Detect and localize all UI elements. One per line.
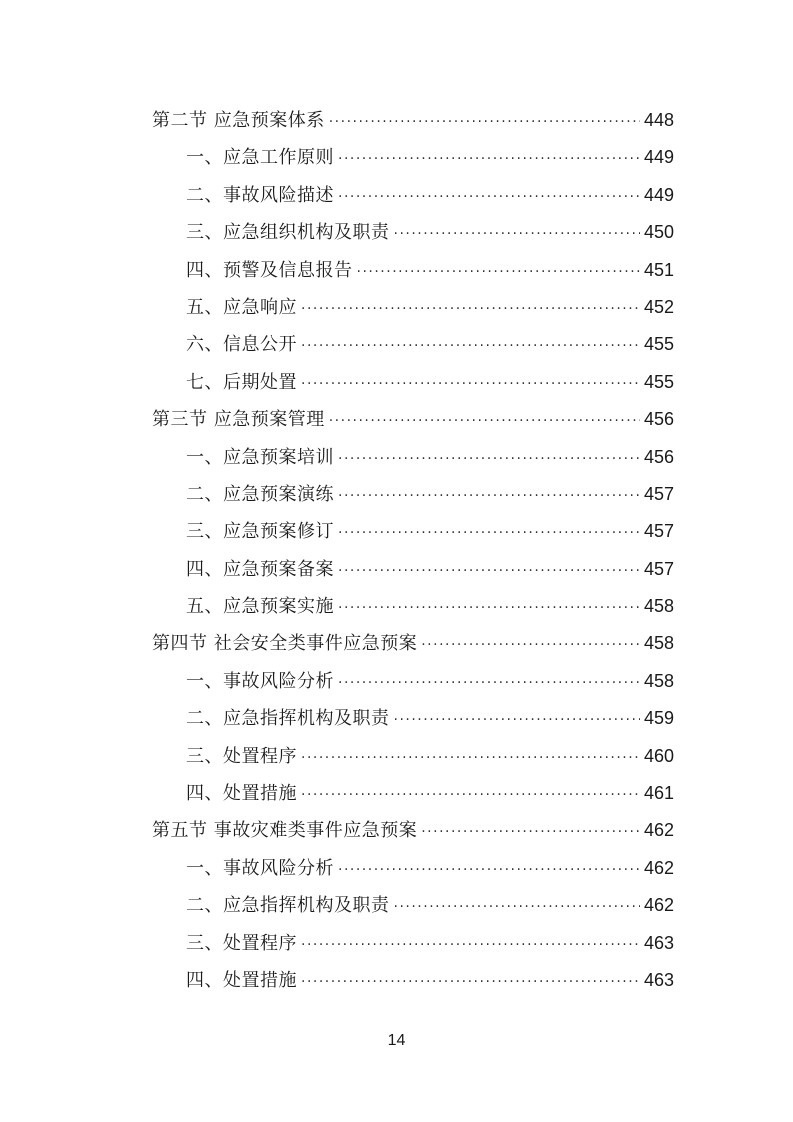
toc-entry-section[interactable] (152, 625, 674, 662)
toc-dot-leader (421, 627, 640, 664)
toc-entry-label: 第三节 应急预案管理 (152, 409, 325, 431)
toc-entry-page: 450 (643, 222, 674, 243)
toc-dot-leader (394, 702, 640, 739)
toc-entry-subsection[interactable] (152, 513, 674, 550)
toc-entry-label: 三、应急组织机构及职责 (186, 222, 390, 244)
toc-dot-leader (338, 441, 640, 478)
toc-dot-leader (394, 889, 640, 926)
toc-entry-subsection[interactable] (152, 700, 674, 737)
toc-entry-label: 二、事故风险描述 (186, 184, 334, 206)
toc-dot-leader (338, 478, 640, 515)
toc-entry-label: 六、信息公开 (186, 334, 297, 356)
toc-dot-leader (394, 216, 640, 253)
toc-entry-page: 458 (643, 633, 674, 654)
toc-dot-leader (338, 553, 640, 590)
toc-entry-page: 459 (643, 708, 674, 729)
toc-entry-subsection[interactable] (152, 738, 674, 775)
toc-entry-page: 463 (643, 969, 674, 990)
toc-entry-label: 第四节 社会安全类事件应急预案 (152, 633, 418, 655)
toc-entry-subsection[interactable] (152, 962, 674, 999)
toc-entry-label: 四、处置措施 (186, 783, 297, 805)
toc-entry-page: 449 (643, 184, 674, 205)
toc-entry-label: 一、事故风险分析 (186, 670, 334, 692)
toc-entry-section[interactable] (152, 401, 674, 438)
toc-dot-leader (329, 104, 640, 141)
toc-entry-subsection[interactable] (152, 775, 674, 812)
toc-entry-subsection[interactable] (152, 139, 674, 176)
toc-entry-page: 458 (643, 596, 674, 617)
toc-dot-leader (301, 366, 640, 403)
toc-entry-label: 三、处置程序 (186, 745, 297, 767)
toc-entry-page: 456 (643, 446, 674, 467)
toc-entry-label: 第二节 应急预案体系 (152, 110, 325, 131)
toc-dot-leader (357, 254, 640, 291)
toc-entry-label: 三、处置程序 (186, 932, 297, 954)
toc-entry-page: 462 (643, 895, 674, 916)
toc-entry-label: 七、后期处置 (186, 371, 297, 393)
toc-dot-leader (338, 179, 640, 216)
toc-entry-label: 一、事故风险分析 (186, 857, 334, 879)
toc-entry-label: 四、处置措施 (186, 969, 297, 991)
toc-entry-page: 462 (643, 857, 674, 878)
toc-entry-page: 460 (643, 745, 674, 766)
toc-entry-page: 457 (643, 521, 674, 542)
toc-entry-page: 462 (643, 820, 674, 841)
table-of-contents (152, 102, 674, 999)
toc-entry-subsection[interactable] (152, 551, 674, 588)
toc-entry-label: 一、应急预案培训 (186, 446, 334, 468)
toc-dot-leader (301, 927, 640, 964)
toc-entry-page: 452 (643, 296, 674, 317)
toc-entry-label: 三、应急预案修订 (186, 521, 334, 543)
toc-entry-label: 四、应急预案备案 (186, 558, 334, 580)
toc-entry-subsection[interactable] (152, 214, 674, 251)
toc-dot-leader (301, 964, 640, 1001)
toc-entry-subsection[interactable] (152, 326, 674, 363)
toc-dot-leader (301, 328, 640, 365)
toc-dot-leader (421, 814, 640, 851)
toc-entry-page: 455 (643, 334, 674, 355)
toc-dot-leader (338, 515, 640, 552)
toc-entry-page: 461 (643, 783, 674, 804)
toc-entry-page: 451 (643, 259, 674, 280)
toc-dot-leader (338, 852, 640, 889)
toc-entry-section[interactable] (152, 812, 674, 849)
toc-entry-page: 449 (643, 147, 674, 168)
toc-dot-leader (301, 291, 640, 328)
toc-entry-subsection[interactable] (152, 476, 674, 513)
toc-entry-subsection[interactable] (152, 588, 674, 625)
toc-entry-page: 455 (643, 371, 674, 392)
toc-entry-subsection[interactable] (152, 364, 674, 401)
toc-entry-page: 457 (643, 483, 674, 504)
toc-entry-label: 二、应急指挥机构及职责 (186, 895, 390, 917)
toc-entry-page: 456 (643, 409, 674, 430)
toc-dot-leader (301, 740, 640, 777)
toc-entry-label: 第五节 事故灾难类事件应急预案 (152, 820, 418, 842)
toc-entry-label: 五、应急预案实施 (186, 596, 334, 618)
toc-entry-subsection[interactable] (152, 925, 674, 962)
toc-entry-page: 457 (643, 558, 674, 579)
toc-dot-leader (329, 403, 640, 440)
toc-entry-page: 458 (643, 670, 674, 691)
toc-entry-section[interactable] (152, 102, 674, 139)
toc-entry-subsection[interactable] (152, 887, 674, 924)
toc-entry-subsection[interactable] (152, 439, 674, 476)
toc-entry-label: 四、预警及信息报告 (186, 259, 353, 281)
toc-entry-page: 448 (643, 110, 674, 130)
toc-dot-leader (301, 777, 640, 814)
toc-entry-subsection[interactable] (152, 850, 674, 887)
toc-entry-subsection[interactable] (152, 663, 674, 700)
toc-entry-subsection[interactable] (152, 252, 674, 289)
toc-dot-leader (338, 665, 640, 702)
toc-entry-label: 五、应急响应 (186, 296, 297, 318)
toc-entry-label: 一、应急工作原则 (186, 147, 334, 169)
toc-entry-page: 463 (643, 932, 674, 953)
toc-entry-label: 二、应急指挥机构及职责 (186, 708, 390, 730)
page-number: 14 (387, 1032, 406, 1049)
toc-dot-leader (338, 141, 640, 178)
toc-dot-leader (338, 590, 640, 627)
toc-entry-subsection[interactable] (152, 289, 674, 326)
toc-entry-subsection[interactable] (152, 177, 674, 214)
toc-entry-label: 二、应急预案演练 (186, 483, 334, 505)
